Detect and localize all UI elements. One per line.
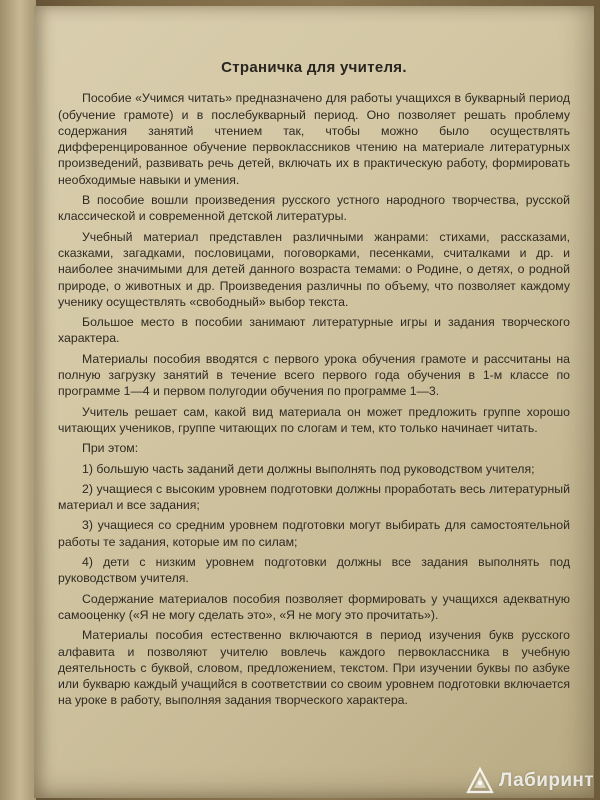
list-item: 1) большую часть заданий дети должны выполнять под руководством учителя; bbox=[82, 461, 535, 476]
paragraph-games: Большое место в пособии занимают литературные игры и задания творческого характера. bbox=[58, 315, 570, 346]
paragraph-contents: В пособие вошли произведения русского устного народного творчества, русской классической и современной детской литературы. bbox=[58, 193, 570, 224]
page-title: Страничка для учителя. bbox=[221, 60, 407, 76]
labirint-logo-icon bbox=[465, 766, 495, 796]
paragraph-teacher: Учитель решает сам, какой вид материала он может предложить группе хорошо читающих учеников, группе читающих по слогам и тем, кто только начинает читать. bbox=[58, 404, 570, 435]
paragraph-self-assessment: Содержание материалов пособия позволяет формировать у учащихся адекватную самооценку («Я не могу сделать это», «Я не могу это прочитать»). bbox=[58, 591, 570, 622]
watermark-text: Лабиринт bbox=[498, 770, 594, 791]
page-content bbox=[58, 60, 570, 784]
paragraph-alphabet: Материалы пособия естественно включаются в период изучения букв русского алфавита и позволяют учителю вовлечь каждого первоклассника в учебную деятельность с буквой, словом, предложением, текстом. При изучении буквы по азбуке или букварю каждый учащийся в соответствии со своим уровнем подготовки включается на уроке в работу, выполняя задания творческого характера. bbox=[58, 628, 570, 708]
paragraph-program: Материалы пособия вводятся с первого урока обучения грамоте и рассчитаны на полную загрузку занятий в течение всего первого года обучения в 1-м классе по программе 1—4 и первом полугодии обучения по программе 1—3. bbox=[58, 351, 570, 399]
list-item: 4) дети с низким уровнем подготовки должны все задания выполнять под руководством учителя. bbox=[58, 555, 570, 586]
book-spine bbox=[0, 0, 36, 800]
guidelines-list bbox=[58, 461, 570, 587]
book-page bbox=[34, 6, 594, 798]
paragraph-intro: Пособие «Учимся читать» предназначено для работы учащихся в букварный период (обучение грамоте) и в послебукварный период. Оно позволяет решать проблему содержания занятий чтением так, чтобы можно было осуществлять дифференцированное обучение первоклассников чтению на материале литературных произведений, развивать речь детей, включать их в практическую работу, формировать необходимые навыки и умения. bbox=[58, 91, 570, 187]
paragraph-genres: Учебный материал представлен различными жанрами: стихами, рассказами, сказками, загадками, пословицами, поговорками, песенками, считалками и др. и наиболее значимыми для детей данного возраста темами: о Родине, о детях, о родной природе, о животных и др. Произведения различны по объему, что позволяет каждому ученику осуществлять «свободный» выбор текста. bbox=[58, 229, 570, 309]
watermark bbox=[465, 766, 594, 796]
list-item: 3) учащиеся со средним уровнем подготовки могут выбирать для самостоятельной работы те задания, которые им по силам; bbox=[58, 518, 570, 549]
paragraph-lead-in: При этом: bbox=[82, 441, 139, 456]
list-item: 2) учащиеся с высоким уровнем подготовки должны проработать весь литературный материал и все задания; bbox=[58, 481, 570, 513]
